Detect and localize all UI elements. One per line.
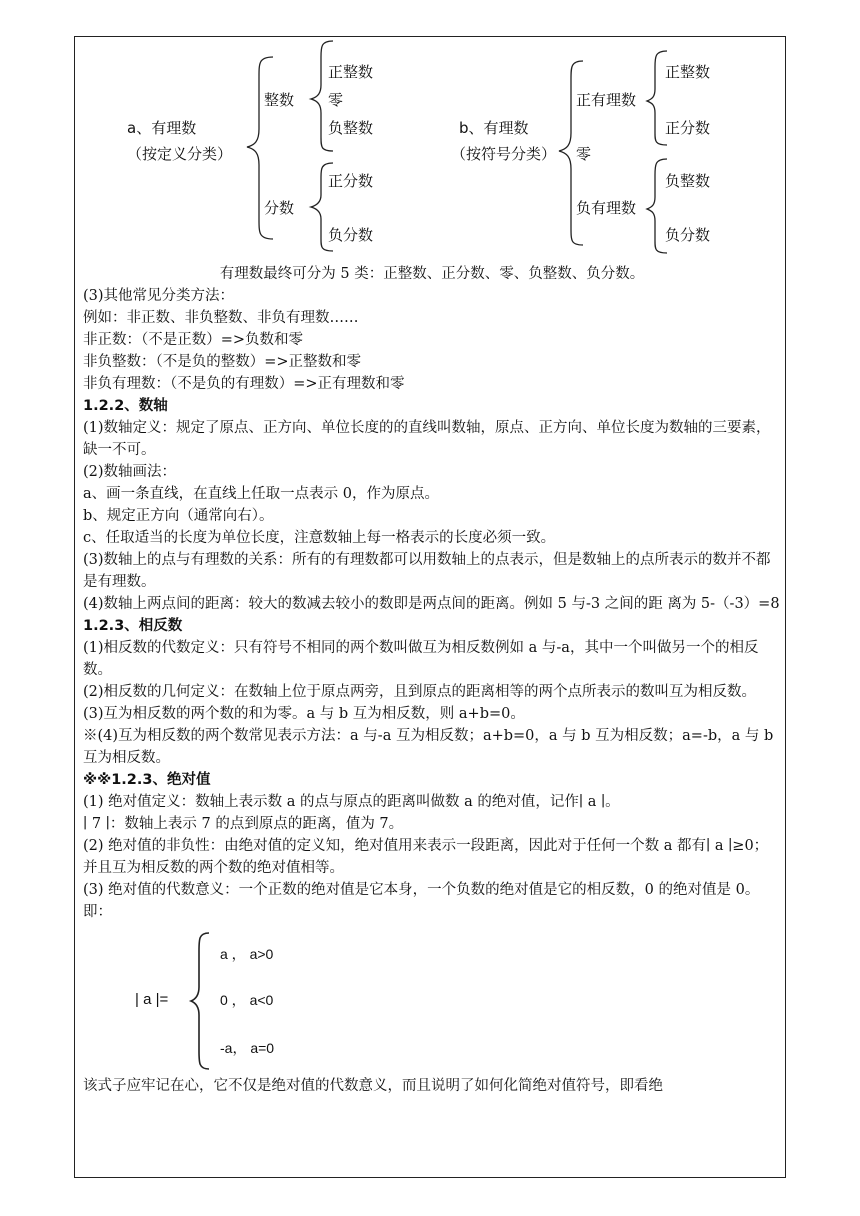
formula-case: -a， a=0 [220,1040,275,1056]
diagram-a-item: 正整数 [328,63,374,81]
section-heading: 1.2.3、相反数 [83,618,183,634]
classification-diagram [75,37,786,261]
formula-label: | a |= [135,991,169,1008]
text-line: ∣ 7 ∣：数轴上表示 7 的点到原点的距离，值为 7。 [83,816,404,832]
summary-line: 有理数最终可分为 5 类：正整数、正分数、零、负整数、负分数。 [219,266,645,282]
diagram-b-item: 正分数 [665,119,711,137]
diagram-b-zero: 零 [576,145,592,163]
diagram-a-fraction-label: 分数 [264,199,295,217]
section-heading: 1.2.2、数轴 [83,398,168,414]
diagram-a-item: 零 [328,91,344,109]
diagram-b-item: 正整数 [665,63,711,81]
text-line: (3) 绝对值的代数意义：一个正数的绝对值是它本身，一个负数的绝对值是它的相反数，0 的绝对值是 0。即： [83,882,760,920]
text-line: ※(4)互为相反数的两个数常见表示方法：a 与-a 互为相反数；a+b=0，a 与 b 互为相反数；a=-b，a 与 b 互为相反数。 [83,728,774,766]
diagram-b-negative-label: 负有理数 [576,199,637,217]
text-line: b、规定正方向（通常向右）。 [83,508,274,524]
text-line: (2) 绝对值的非负性：由绝对值的定义知，绝对值用来表示一段距离，因此对于任何一个数 a 都有∣ a ∣≥0；并且互为相反数的两个数的绝对值相等。 [83,838,769,876]
absolute-value-formula [83,923,781,1075]
text-line: (1)相反数的代数定义：只有符号不相同的两个数叫做互为相反数例如 a 与-a，其中一个叫做另一个的相反数。 [83,640,759,678]
diagram-a-item: 正分数 [328,172,374,190]
diagram-a-item: 负分数 [328,226,374,244]
text-line: 例如：非正数、非负整数、非负有理数…… [83,310,359,326]
diagram-b-positive-label: 正有理数 [576,91,637,109]
text-line: a、画一条直线，在直线上任取一点表示 0，作为原点。 [83,486,439,502]
formula-case: 0 ， a<0 [220,992,274,1008]
diagram-a-item: 负整数 [328,119,374,137]
diagram-a-subtitle: （按定义分类） [127,145,233,163]
text-line: (3)互为相反数的两个数的和为零。a 与 b 互为相反数，则 a+b=0。 [83,706,525,722]
diagram-b-subtitle: （按符号分类） [451,145,557,163]
text-line: 该式子应牢记在心，它不仅是绝对值的代数意义，而且说明了如何化简绝对值符号，即看绝 [83,1078,663,1094]
text-line: c、任取适当的长度为单位长度，注意数轴上每一格表示的长度必须一致。 [83,530,556,546]
text-line: (1)数轴定义：规定了原点、正方向、单位长度的的直线叫数轴，原点、正方向、单位长度为数轴的三要素，缺一不可。 [83,420,771,458]
text-line: (3)数轴上的点与有理数的关系：所有的有理数都可以用数轴上的点表示，但是数轴上的点所表示的数并不都是有理数。 [83,552,771,590]
text-line: (3)其他常见分类方法： [83,288,235,304]
text-line: (2)数轴画法： [83,464,177,480]
text-line: (2)相反数的几何定义：在数轴上位于原点两旁，且到原点的距离相等的两个点所表示的数叫互为相反数。 [83,684,757,700]
content-frame [74,36,786,1178]
text-line: 非负整数：（不是负的整数）=>正整数和零 [83,354,362,370]
section-heading: ※※1.2.3、绝对值 [83,772,211,788]
document-body [83,263,781,1097]
diagram-a-title: a、有理数 [127,119,197,137]
diagram-b-item: 负整数 [665,172,711,190]
diagram-b-item: 负分数 [665,226,711,244]
diagram-b-title: b、有理数 [459,119,529,137]
text-line: (1) 绝对值定义：数轴上表示数 a 的点与原点的距离叫做数 a 的绝对值，记作∣ a ∣。 [83,794,620,810]
text-line: (4)数轴上两点间的距离：较大的数减去较小的数即是两点间的距离。例如 5 与-3 之间的距 离为 5-（-3）=8 [83,596,780,612]
text-line: 非负有理数：（不是负的有理数）=>正有理数和零 [83,376,405,392]
diagram-a-integer-label: 整数 [264,91,295,109]
formula-case: a ， a>0 [220,946,274,962]
formula-brace [187,925,217,1075]
text-line: 非正数：（不是正数）=>负数和零 [83,332,304,348]
